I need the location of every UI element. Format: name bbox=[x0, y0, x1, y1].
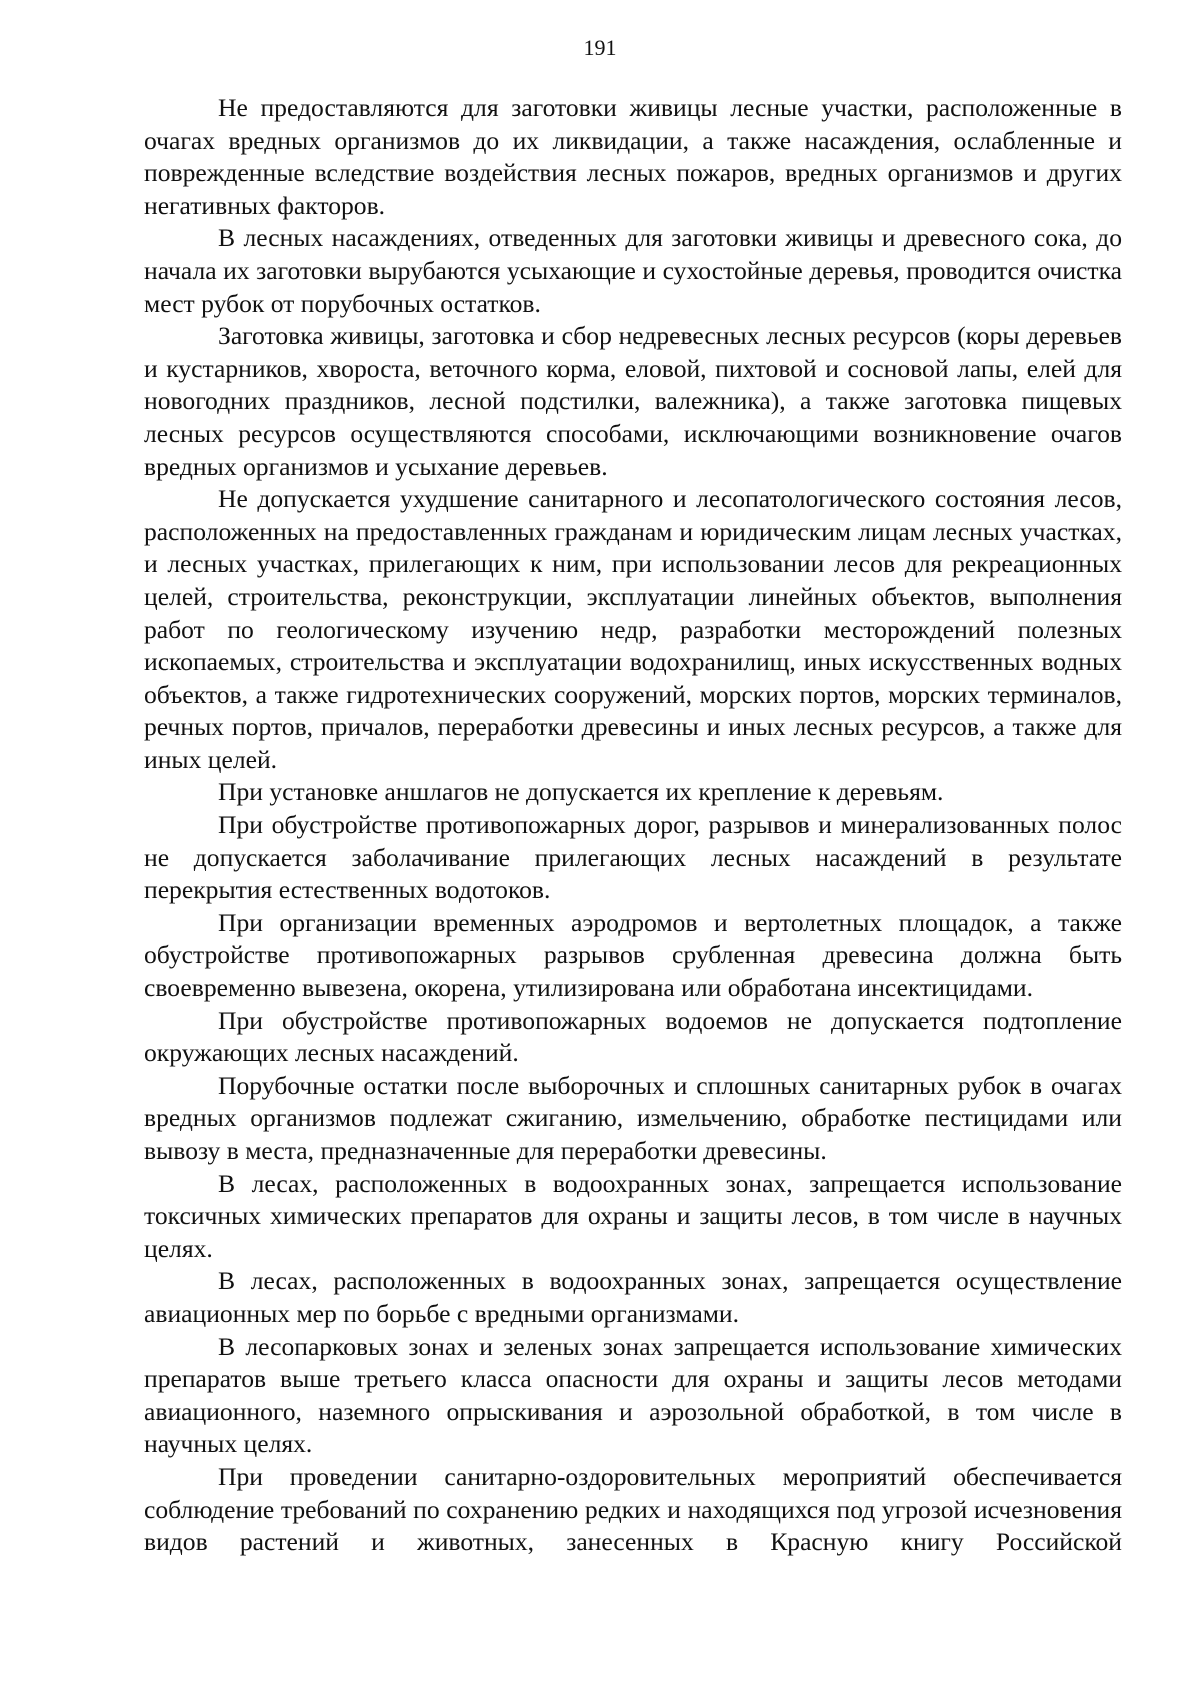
paragraph-logging-residues: Порубочные остатки после выборочных и сплошных санитарных рубок в очагах вредных организмов подлежат сжиганию, измельчению, обработке пестицидами или вывозу в места, предназначенные для переработки древесины. bbox=[144, 1070, 1122, 1165]
page-number: 191 bbox=[583, 35, 617, 60]
paragraph-resin-sap-stands: В лесных насаждениях, отведенных для заготовки живицы и древесного сока, до начала их заготовки вырубаются усыхающие и сухостойные деревья, проводится очистка мест рубок от порубочных остатков. bbox=[144, 223, 1122, 318]
paragraph-water-zone-aviation: В лесах, расположенных в водоохранных зонах, запрещается осуществление авиационных мер по борьбе с вредными организмами. bbox=[144, 1266, 1122, 1328]
paragraph-fire-reservoirs: При обустройстве противопожарных водоемов не допускается подтопление окружающих лесных насаждений. bbox=[144, 1005, 1122, 1068]
paragraph-water-zone-chemicals: В лесах, расположенных в водоохранных зонах, запрещается использование токсичных химических препаратов для охраны и защиты лесов, в том числе в научных целях. bbox=[144, 1168, 1122, 1263]
paragraph-signs-attachment: При установке аншлагов не допускается их крепление к деревьям. bbox=[218, 777, 944, 807]
document-body bbox=[144, 92, 1122, 1559]
paragraph-forest-park-zones: В лесопарковых зонах и зеленых зонах запрещается использование химических препаратов выше третьего класса опасности для охраны и защиты лесов методами авиационного, наземного опрыскивания и аэрозольной обработкой, в том числе в научных целях. bbox=[144, 1331, 1122, 1459]
paragraph-fire-roads: При обустройстве противопожарных дорог, разрывов и минерализованных полос не допускается заболачивание прилегающих лесных насаждений в результате перекрытия естественных водотоков. bbox=[144, 810, 1122, 905]
paragraph-sanitary-condition: Не допускается ухудшение санитарного и лесопатологического состояния лесов, расположенных на предоставленных гражданам и юридическим лицам лесных участках, и лесных участках, прилегающих к ним, при использовании лесов для рекреационных целей, строительства, реконструкции, эксплуатации линейных объектов, выполнения работ по геологическому изучению недр, разработки месторождений полезных ископаемых, строительства и эксплуатации водохранилищ, иных искусственных водных объектов, а также гидротехнических сооружений, морских портов, морских терминалов, речных портов, причалов, переработки древесины и иных лесных ресурсов, а также для иных целей. bbox=[144, 484, 1122, 774]
paragraph-airfields-helipads: При организации временных аэродромов и вертолетных площадок, а также обустройстве противопожарных разрывов срубленная древесина должна быть своевременно вывезена, окорена, утилизирована или обработана инсектицидами. bbox=[144, 907, 1122, 1003]
paragraph-non-timber-resources: Заготовка живицы, заготовка и сбор недревесных лесных ресурсов (коры деревьев и кустарников, хвороста, веточного корма, еловой, пихтовой и сосновой лапы, елей для новогодних праздников, лесной подстилки, валежника), а также заготовка пищевых лесных ресурсов осуществляются способами, исключающими возникновение очагов вредных организмов и усыхание деревьев. bbox=[144, 321, 1122, 481]
paragraph-resin-restrictions: Не предоставляются для заготовки живицы лесные участки, расположенные в очагах вредных организмов до их ликвидации, а также насаждения, ослабленные и поврежденные вследствие воздействия лесных пожаров, вредных организмов и других негативных факторов. bbox=[144, 93, 1122, 220]
paragraph-rare-species: При проведении санитарно-оздоровительных мероприятий обеспечивается соблюдение требований по сохранению редких и находящихся под угрозой исчезновения видов растений и животных, занесенных в Красную книгу Российской bbox=[144, 1461, 1122, 1557]
